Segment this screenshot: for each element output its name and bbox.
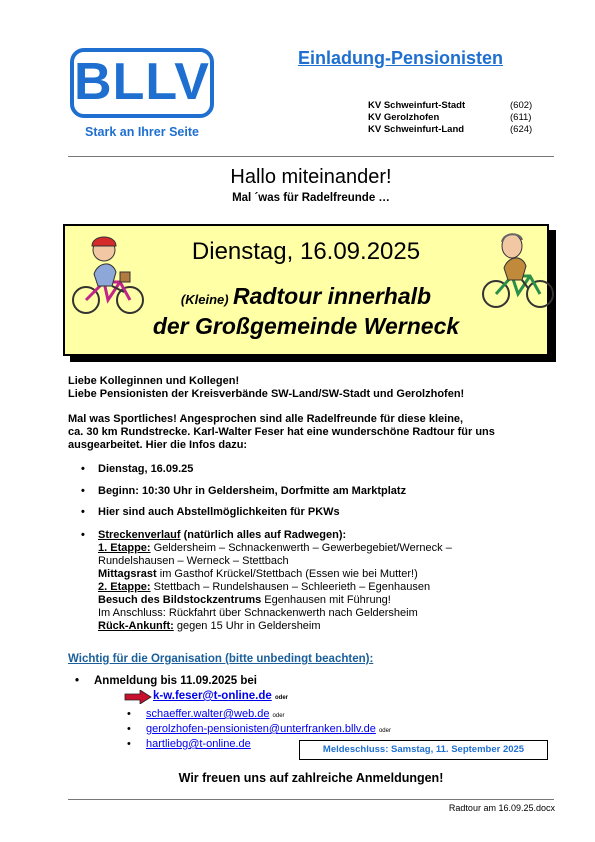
email-link-gerolzhofen[interactable]: gerolzhofen-pensionisten@unterfranken.bllv.de	[146, 723, 376, 735]
footer-filename: Radtour am 16.09.25.docx	[448, 803, 555, 813]
greeting-title: Hallo miteinander!	[230, 166, 392, 188]
route-lunch: Mittagsrast im Gasthof Krückel/Stettbach (Essen wie bei Mutter!)	[98, 568, 418, 580]
tour-title-main: Radtour innerhalb	[233, 283, 432, 309]
event-date: Dienstag, 16.09.2025	[191, 238, 421, 265]
route-stage-2: 2. Etappe: Stettbach – Rundelshausen – Schleerieth – Egenhausen	[98, 581, 431, 593]
kv-name: KV Schweinfurt-Stadt	[368, 100, 466, 111]
bullet-icon: •	[75, 675, 80, 687]
kv-name: KV Schweinfurt-Land	[368, 124, 465, 135]
bllv-logo: BLLV	[74, 53, 210, 111]
email-entry: k-w.feser@t-online.de oder	[153, 690, 288, 702]
route-stage-1: 1. Etappe: Geldersheim – Schnackenwerth – Gewerbegebiet/Werneck –	[98, 542, 452, 554]
deadline-box: Meldeschluss: Samstag, 11. September 2025	[299, 740, 548, 760]
bullet-icon: •	[127, 708, 131, 720]
document-title: Einladung-Pensionisten	[298, 48, 504, 68]
bullet-icon: •	[81, 485, 85, 497]
email-entry	[146, 738, 251, 750]
tour-title-line2: der Großgemeinde Werneck	[152, 313, 460, 339]
tour-prefix: (Kleine)	[180, 292, 229, 307]
route-heading: Streckenverlauf (natürlich alles auf Radwegen):	[98, 529, 347, 541]
footer-divider	[68, 799, 554, 800]
route-arrival: Rück-Ankunft: gegen 15 Uhr in Geldersheim	[98, 620, 321, 632]
salutation-2: Liebe Pensionisten der Kreisverbände SW-Land/SW-Stadt und Gerolzhofen!	[68, 388, 465, 400]
intro-paragraph-3: ausgearbeitet. Hier die Infos dazu:	[68, 439, 248, 451]
closing-text: Wir freuen uns auf zahlreiche Anmeldungen!	[178, 771, 444, 785]
email-link-feser[interactable]: k-w.feser@t-online.de	[153, 690, 272, 702]
email-link-hartlieb[interactable]: hartliebg@t-online.de	[146, 738, 251, 750]
greeting-subtitle: Mal ´was für Radelfreunde …	[232, 192, 390, 204]
organization-heading: Wichtig für die Organisation (bitte unbedingt beachten):	[68, 653, 374, 665]
kv-name: KV Gerolzhofen	[368, 112, 440, 123]
email-entry: schaeffer.walter@web.de oder	[146, 708, 285, 720]
bullet-icon: •	[81, 529, 85, 541]
email-entry: gerolzhofen-pensionisten@unterfranken.bllv.de oder	[146, 723, 391, 735]
arrow-right-icon	[124, 690, 152, 704]
signup-text: Anmeldung bis 11.09.2025 bei	[94, 675, 257, 687]
intro-paragraph-2: ca. 30 km Rundstrecke. Karl-Walter Feser hat eine wunderschöne Radtour für uns	[68, 426, 495, 438]
salutation-1: Liebe Kolleginnen und Kollegen!	[68, 375, 240, 387]
email-link-schaeffer[interactable]: schaeffer.walter@web.de	[146, 708, 270, 720]
bullet-icon: •	[127, 723, 131, 735]
kv-code: (602)	[510, 100, 533, 111]
bullet-icon: •	[81, 463, 85, 475]
logo-slogan: Stark an Ihrer Seite	[85, 125, 199, 139]
bullet-icon: •	[127, 738, 131, 750]
header-divider	[68, 156, 554, 157]
route-return: Im Anschluss: Rückfahrt über Schnackenwerth nach Geldersheim	[98, 607, 418, 619]
kv-code: (611)	[510, 112, 532, 123]
bullet-icon: •	[81, 506, 85, 518]
route-visit: Besuch des Bildstockzentrums Egenhausen mit Führung!	[98, 594, 391, 606]
tour-title-line1	[63, 283, 549, 310]
kv-code: (624)	[510, 124, 533, 135]
intro-paragraph-1: Mal was Sportliches! Angesprochen sind alle Radelfreunde für diese kleine,	[68, 413, 464, 425]
route-stage-1-cont: Rundelshausen – Werneck – Stettbach	[98, 555, 289, 567]
